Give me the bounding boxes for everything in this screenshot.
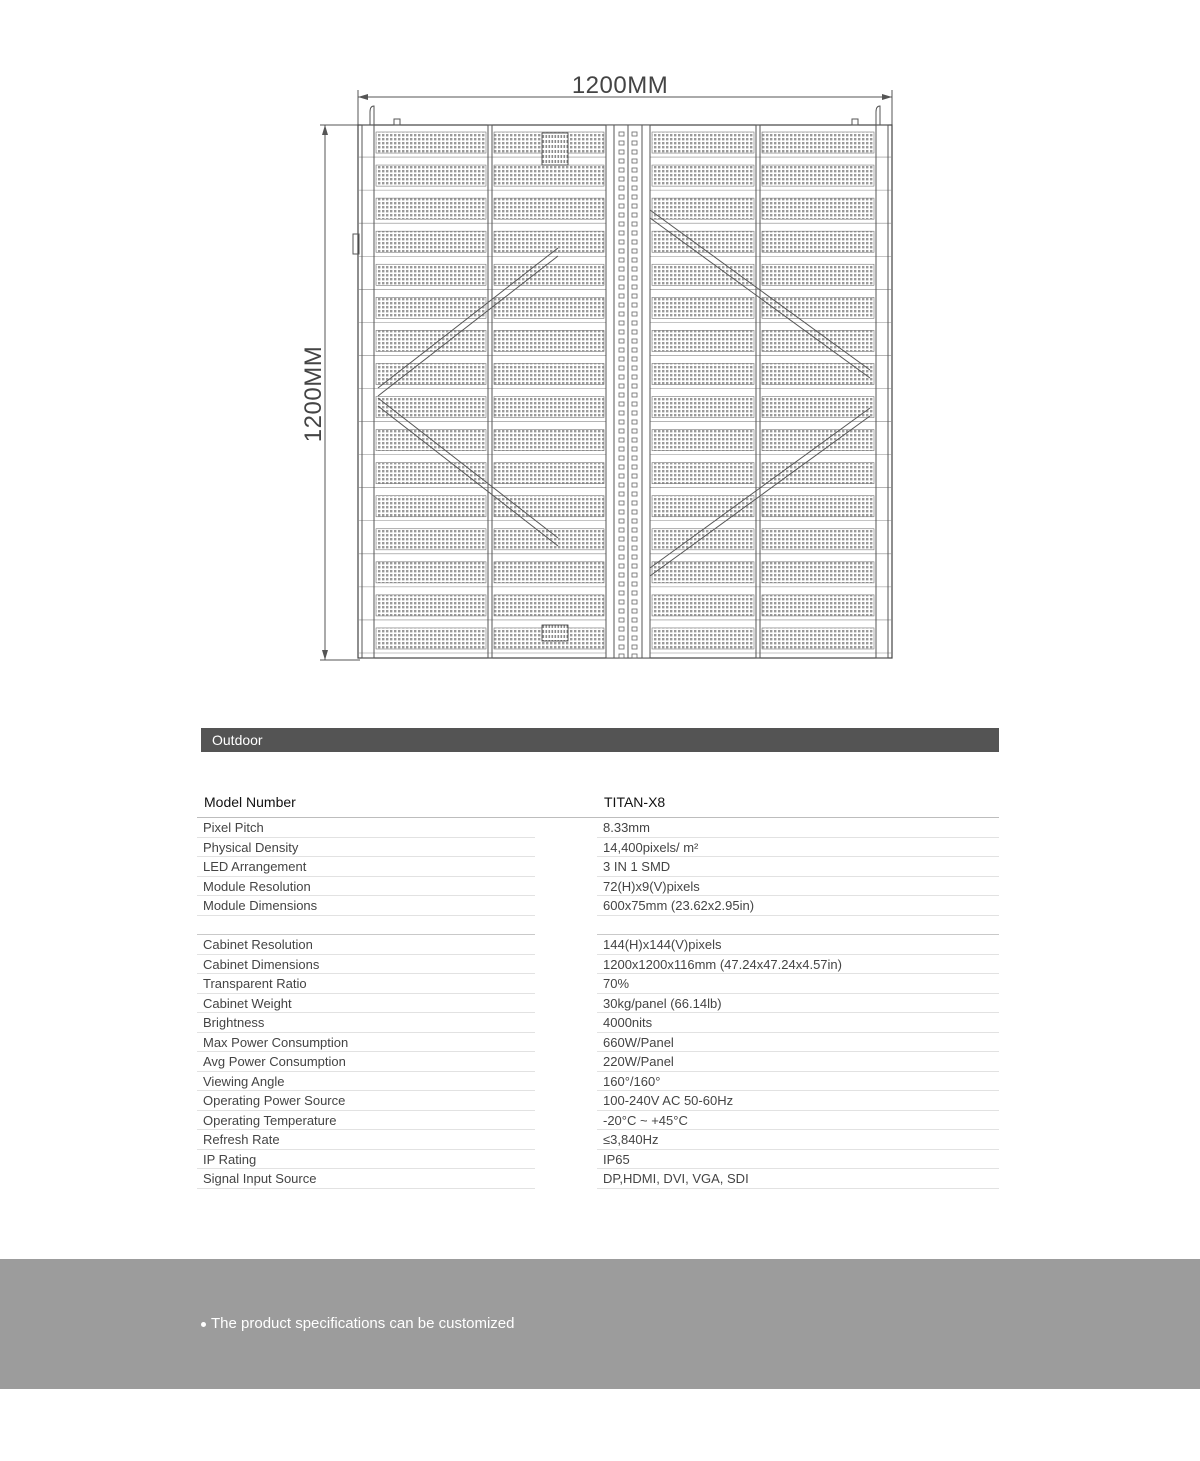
- spec-value: 72(H)x9(V)pixels: [603, 878, 700, 894]
- spec-label: IP Rating: [203, 1151, 257, 1167]
- led-strip: [652, 297, 754, 318]
- led-strip: [494, 297, 604, 318]
- spec-value: 144(H)x144(V)pixels: [603, 937, 722, 952]
- led-strip: [376, 297, 486, 318]
- led-strip: [376, 363, 486, 384]
- width-dimension-label: 1200MM: [571, 72, 669, 99]
- led-strip: [376, 529, 486, 550]
- height-dimension-label: 1200MM: [300, 345, 327, 443]
- spec-value: 1200x1200x116mm (47.24x47.24x4.57in): [603, 956, 842, 972]
- led-strip: [652, 132, 754, 153]
- footer-band: [0, 1259, 1200, 1389]
- spec-value: 660W/Panel: [603, 1034, 674, 1050]
- spec-label: Cabinet Dimensions: [203, 956, 320, 972]
- led-strip: [494, 165, 604, 186]
- spec-label: Operating Power Source: [203, 1093, 346, 1108]
- led-strip: [494, 330, 604, 351]
- table-divider: [197, 916, 999, 936]
- table-row: [197, 1150, 999, 1170]
- led-strip: [376, 330, 486, 351]
- spec-label: Physical Density: [203, 839, 299, 855]
- led-strip: [652, 496, 754, 517]
- led-strip: [762, 463, 874, 484]
- section-title-bar: [201, 728, 999, 752]
- led-strip: [376, 231, 486, 252]
- bullet-icon: [201, 1322, 206, 1327]
- spec-value: 8.33mm: [603, 820, 650, 835]
- table-row: [197, 1169, 999, 1189]
- spec-value: 220W/Panel: [603, 1054, 674, 1069]
- spec-label: Cabinet Resolution: [203, 937, 313, 952]
- led-strip: [376, 562, 486, 583]
- led-strip: [652, 363, 754, 384]
- led-strip: [494, 198, 604, 219]
- section-title: Outdoor: [212, 732, 263, 748]
- led-strip: [494, 595, 604, 616]
- spec-label: Transparent Ratio: [203, 976, 307, 991]
- led-strip: [376, 628, 486, 649]
- spec-label: Refresh Rate: [203, 1132, 280, 1147]
- spec-value: 30kg/panel (66.14lb): [603, 995, 722, 1011]
- led-strip: [762, 529, 874, 550]
- spec-value: IP65: [603, 1151, 630, 1167]
- led-strip: [494, 363, 604, 384]
- table-row: [197, 818, 999, 838]
- table-row: [197, 1013, 999, 1033]
- table-row: [197, 955, 999, 975]
- led-strip: [762, 132, 874, 153]
- led-strip: [762, 330, 874, 351]
- led-strip: [762, 297, 874, 318]
- footer-note-text: The product specifications can be customized: [211, 1315, 515, 1332]
- spec-label: Module Resolution: [203, 878, 311, 894]
- table-row: [197, 974, 999, 994]
- table-row: [197, 994, 999, 1014]
- led-strip: [376, 198, 486, 219]
- led-strip: [652, 595, 754, 616]
- led-strip: [652, 397, 754, 418]
- led-strip: [762, 231, 874, 252]
- led-strip: [652, 463, 754, 484]
- spec-header-value: TITAN-X8: [604, 794, 666, 810]
- spec-label: Brightness: [203, 1015, 265, 1030]
- led-strip: [494, 397, 604, 418]
- table-row: [197, 1033, 999, 1053]
- spec-value: 100-240V AC 50-60Hz: [603, 1093, 734, 1108]
- table-row: [197, 1111, 999, 1131]
- spec-label: Avg Power Consumption: [203, 1054, 346, 1069]
- led-strip: [762, 165, 874, 186]
- table-row: [197, 838, 999, 858]
- table-row: [197, 1130, 999, 1150]
- led-strip: [494, 231, 604, 252]
- led-strip: [376, 463, 486, 484]
- table-row: [197, 1072, 999, 1092]
- led-strip: [762, 397, 874, 418]
- led-strip: [652, 330, 754, 351]
- spec-header-label: Model Number: [204, 794, 296, 810]
- spec-value: -20°C ~ +45°C: [603, 1112, 688, 1128]
- footer-note: [201, 1315, 515, 1332]
- led-strip: [762, 430, 874, 451]
- led-strip: [494, 264, 604, 285]
- spec-value: 160°/160°: [603, 1073, 661, 1089]
- led-strip: [494, 463, 604, 484]
- led-strip: [762, 264, 874, 285]
- spec-label: Operating Temperature: [203, 1112, 337, 1128]
- spec-value: ≤3,840Hz: [603, 1132, 659, 1147]
- led-strip: [652, 628, 754, 649]
- spec-label: Signal Input Source: [203, 1171, 317, 1186]
- spec-value: 3 IN 1 SMD: [603, 859, 671, 874]
- table-row: [197, 935, 999, 955]
- table-row: [197, 857, 999, 877]
- cabinet-technical-drawing: [290, 70, 910, 670]
- led-strip: [762, 595, 874, 616]
- led-strip: [762, 562, 874, 583]
- led-strip: [762, 363, 874, 384]
- spec-label: LED Arrangement: [203, 859, 307, 874]
- spec-label: Viewing Angle: [203, 1073, 285, 1089]
- spec-value: 70%: [603, 976, 630, 991]
- led-strip: [652, 562, 754, 583]
- table-row: [197, 896, 999, 916]
- spec-value: DP,HDMI, DVI, VGA, SDI: [603, 1171, 749, 1186]
- led-strip: [494, 430, 604, 451]
- led-strip: [376, 496, 486, 517]
- spec-table: [197, 793, 999, 1189]
- led-strip: [376, 397, 486, 418]
- table-row: [197, 877, 999, 897]
- led-strip: [494, 496, 604, 517]
- spec-label: Module Dimensions: [203, 898, 318, 913]
- led-strip: [652, 529, 754, 550]
- led-strip: [376, 595, 486, 616]
- led-strip: [652, 198, 754, 219]
- led-strip: [376, 165, 486, 186]
- spec-label: Cabinet Weight: [203, 995, 292, 1011]
- led-strip: [652, 430, 754, 451]
- led-strip: [494, 562, 604, 583]
- led-strip: [652, 165, 754, 186]
- spec-label: Max Power Consumption: [203, 1034, 349, 1050]
- spec-value: 600x75mm (23.62x2.95in): [603, 898, 755, 913]
- led-strip: [762, 496, 874, 517]
- spec-label: Pixel Pitch: [203, 820, 264, 835]
- spec-value: 14,400pixels/ m²: [603, 839, 699, 855]
- table-row: [197, 1091, 999, 1111]
- table-row: [197, 1052, 999, 1072]
- led-strip: [376, 132, 486, 153]
- spec-value: 4000nits: [603, 1015, 653, 1030]
- led-strip: [762, 198, 874, 219]
- led-strip: [376, 264, 486, 285]
- spec-header-row: [197, 793, 999, 818]
- led-strip: [762, 628, 874, 649]
